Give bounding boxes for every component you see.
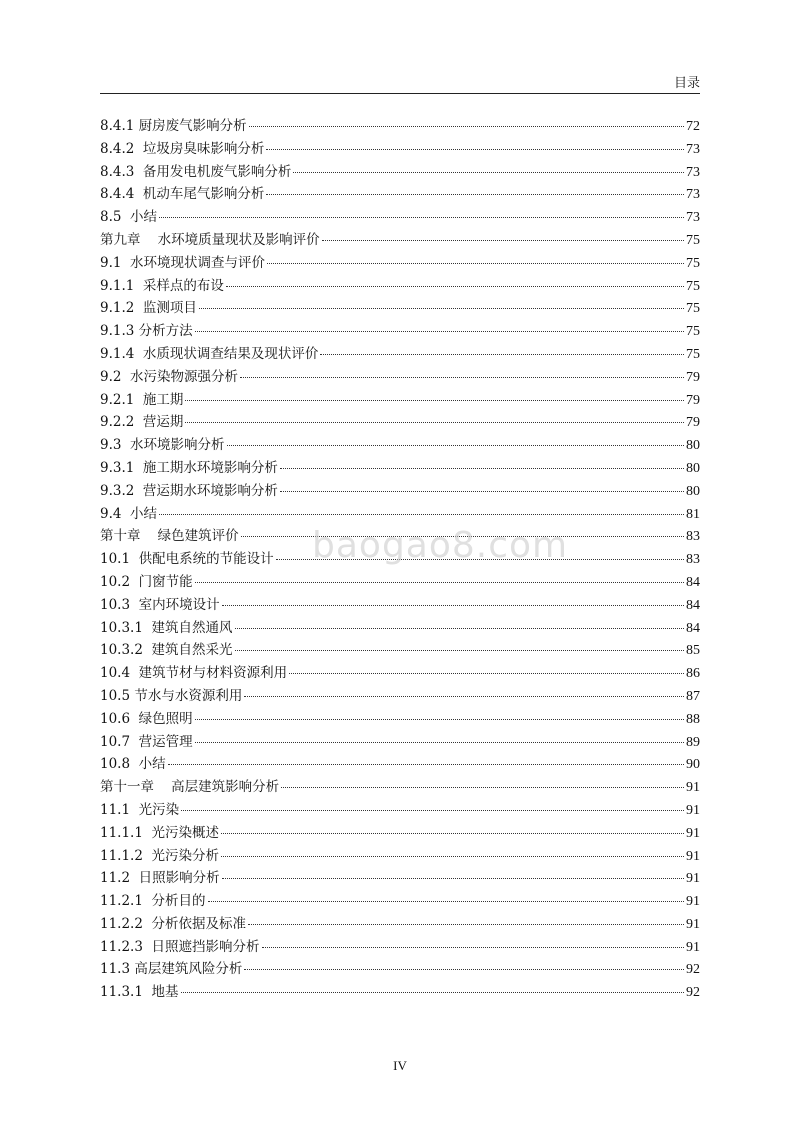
toc-entry[interactable]	[100, 776, 700, 799]
toc-entry[interactable]	[100, 981, 700, 1004]
toc-entry-page: 81	[686, 506, 700, 522]
toc-entry-label: 9.4 小结	[100, 505, 158, 522]
toc-entry[interactable]	[100, 958, 700, 981]
toc-entry[interactable]	[100, 480, 700, 503]
toc-entry-page: 91	[686, 825, 700, 841]
toc-dot-leader	[280, 468, 684, 469]
toc-entry-label: 9.1.3 分析方法	[100, 323, 193, 340]
toc-entry-label: 9.2.1 施工期	[100, 391, 184, 408]
toc-entry-label: 10.7 营运管理	[100, 733, 193, 750]
toc-entry-page: 80	[686, 438, 700, 454]
toc-entry-label: 8.4.3 备用发电机废气影响分析	[100, 163, 292, 180]
toc-entry[interactable]	[100, 503, 700, 526]
toc-entry-page: 79	[686, 415, 700, 431]
header-title: 目录	[673, 76, 700, 91]
toc-entry-label: 11.2.2 分析依据及标准	[100, 915, 247, 932]
toc-entry-page: 72	[686, 119, 700, 134]
toc-dot-leader	[266, 194, 684, 195]
toc-dot-leader	[222, 605, 684, 606]
toc-entry[interactable]	[100, 434, 700, 457]
toc-entry-page: 75	[686, 278, 700, 294]
toc-entry-label: 10.3.2 建筑自然采光	[100, 642, 233, 659]
toc-entry[interactable]	[100, 457, 700, 480]
toc-entry-label: 第十章 绿色建筑评价	[100, 528, 239, 545]
toc-entry[interactable]	[100, 845, 700, 868]
toc-dot-leader	[280, 491, 684, 492]
toc-entry-page: 91	[686, 802, 700, 818]
toc-entry[interactable]	[100, 252, 700, 275]
toc-entry-label: 第十一章 高层建筑影响分析	[100, 779, 280, 796]
toc-entry-label: 9.3.2 营运期水环境影响分析	[100, 482, 278, 499]
header-divider	[100, 93, 700, 94]
toc-entry[interactable]	[100, 297, 700, 320]
toc-dot-leader	[235, 650, 684, 651]
toc-dot-leader	[181, 992, 684, 993]
toc-entry-page: 92	[686, 985, 700, 1001]
toc-entry-page: 85	[686, 643, 700, 659]
toc-dot-leader	[276, 559, 684, 560]
toc-dot-leader	[240, 377, 684, 378]
toc-entry[interactable]	[100, 913, 700, 936]
toc-entry-page: 90	[686, 757, 700, 773]
toc-entry-label: 9.1.4 水质现状调查结果及现状评价	[100, 345, 319, 362]
toc-entry[interactable]	[100, 138, 700, 161]
toc-entry-label: 10.3 室内环境设计	[100, 596, 220, 613]
toc-entry-page: 84	[686, 597, 700, 613]
toc-entry-label: 10.8 小结	[100, 756, 166, 773]
toc-entry-label: 10.2 门窗节能	[100, 573, 193, 590]
page-number: IV	[393, 1058, 407, 1073]
toc-entry-page: 79	[686, 392, 700, 408]
toc-entry-label: 11.1.2 光污染分析	[100, 847, 220, 864]
toc-entry-page: 73	[686, 210, 700, 226]
toc-entry-label: 8.4.4 机动车尾气影响分析	[100, 186, 265, 203]
toc-entry-label: 9.1.1 采样点的布设	[100, 277, 224, 294]
toc-dot-leader	[266, 149, 684, 150]
toc-entry-label: 8.5 小结	[100, 209, 158, 226]
toc-entry-label: 8.4.2 垃圾房臭味影响分析	[100, 140, 265, 157]
toc-dot-leader	[185, 400, 684, 401]
toc-dot-leader	[208, 901, 684, 902]
toc-entry[interactable]	[100, 662, 700, 685]
toc-entry-page: 84	[686, 574, 700, 590]
toc-entry-label: 11.1.1 光污染概述	[100, 824, 220, 841]
toc-dot-leader	[195, 719, 684, 720]
toc-entry[interactable]	[100, 206, 700, 229]
toc-entry[interactable]	[100, 685, 700, 708]
toc-entry-page: 75	[686, 324, 700, 340]
toc-entry-page: 87	[686, 688, 700, 704]
toc-entry-label: 第九章 水环境质量现状及影响评价	[100, 231, 320, 248]
toc-entry-page: 73	[686, 187, 700, 203]
toc-entry-page: 91	[686, 871, 700, 887]
toc-entry[interactable]	[100, 571, 700, 594]
toc-entry[interactable]	[100, 411, 700, 434]
toc-entry-page: 75	[686, 255, 700, 271]
toc-dot-leader	[222, 878, 684, 879]
toc-dot-leader	[181, 810, 684, 811]
toc-entry-label: 11.1 光污染	[100, 801, 180, 818]
toc-entry-page: 73	[686, 164, 700, 180]
toc-entry-label: 10.4 建筑节材与材料资源利用	[100, 665, 288, 682]
toc-dot-leader	[199, 308, 684, 309]
toc-entry[interactable]	[100, 708, 700, 731]
toc-entry[interactable]	[100, 822, 700, 845]
watermark: baogao8.com	[312, 525, 569, 566]
toc-entry-label: 10.6 绿色照明	[100, 710, 193, 727]
toc-entry-page: 91	[686, 848, 700, 864]
toc-entry-page: 88	[686, 711, 700, 727]
toc-dot-leader	[195, 742, 684, 743]
toc-entry-page: 86	[686, 666, 700, 682]
toc-entry[interactable]	[100, 799, 700, 822]
toc-dot-leader	[262, 947, 684, 948]
toc-dot-leader	[235, 628, 684, 629]
toc-entry[interactable]	[100, 183, 700, 206]
toc-entry[interactable]	[100, 525, 700, 548]
toc-entry-page: 83	[686, 529, 700, 545]
toc-entry[interactable]	[100, 161, 700, 184]
toc-entry-label: 11.2.1 分析目的	[100, 893, 206, 910]
toc-dot-leader	[195, 331, 684, 332]
toc-entry-page: 73	[686, 141, 700, 157]
toc-entry[interactable]	[100, 389, 700, 412]
toc-dot-leader	[322, 240, 684, 241]
toc-entry-page: 89	[686, 734, 700, 750]
toc-dot-leader	[249, 126, 684, 127]
toc-entry-label: 10.1 供配电系统的节能设计	[100, 551, 274, 568]
toc-dot-leader	[221, 856, 684, 857]
toc-entry-label: 9.2 水污染物源强分析	[100, 368, 239, 385]
toc-entry-page: 92	[686, 962, 700, 978]
toc-entry-page: 91	[686, 939, 700, 955]
table-of-contents	[100, 115, 700, 1004]
toc-dot-leader	[281, 787, 684, 788]
toc-entry-page: 83	[686, 552, 700, 568]
toc-dot-leader	[221, 833, 684, 834]
toc-entry[interactable]	[100, 890, 700, 913]
toc-dot-leader	[244, 696, 684, 697]
toc-entry-page: 91	[686, 894, 700, 910]
toc-entry[interactable]	[100, 936, 700, 959]
toc-entry-label: 10.5 节水与水资源利用	[100, 687, 243, 704]
toc-dot-leader	[168, 764, 684, 765]
toc-entry-page: 91	[686, 916, 700, 932]
toc-entry[interactable]	[100, 366, 700, 389]
toc-dot-leader	[195, 582, 684, 583]
toc-entry[interactable]	[100, 753, 700, 776]
toc-entry-label: 9.1.2 监测项目	[100, 300, 197, 317]
toc-entry-label: 9.3.1 施工期水环境影响分析	[100, 459, 278, 476]
toc-entry-page: 91	[686, 780, 700, 796]
toc-entry-page: 75	[686, 346, 700, 362]
toc-entry[interactable]	[100, 867, 700, 890]
toc-entry-page: 80	[686, 483, 700, 499]
toc-dot-leader	[226, 286, 684, 287]
toc-entry-page: 75	[686, 232, 700, 248]
toc-entry-label: 11.2.3 日照遮挡影响分析	[100, 938, 260, 955]
toc-dot-leader	[293, 172, 684, 173]
toc-dot-leader	[159, 217, 684, 218]
toc-entry-label: 11.2 日照影响分析	[100, 870, 220, 887]
toc-entry-page: 84	[686, 620, 700, 636]
toc-entry[interactable]	[100, 639, 700, 662]
toc-entry-label: 11.3.1 地基	[100, 984, 179, 1001]
toc-entry[interactable]	[100, 229, 700, 252]
toc-entry[interactable]	[100, 275, 700, 298]
toc-dot-leader	[159, 514, 684, 515]
toc-entry-label: 10.3.1 建筑自然通风	[100, 619, 233, 636]
toc-entry[interactable]	[100, 343, 700, 366]
toc-entry-label: 8.4.1 厨房废气影响分析	[100, 118, 247, 134]
toc-dot-leader	[289, 673, 684, 674]
toc-dot-leader	[248, 924, 684, 925]
toc-entry[interactable]	[100, 548, 700, 571]
toc-entry[interactable]	[100, 617, 700, 640]
toc-dot-leader	[241, 536, 684, 537]
toc-entry-page: 80	[686, 460, 700, 476]
toc-entry-label: 11.3 高层建筑风险分析	[100, 961, 243, 978]
toc-entry-label: 9.1 水环境现状调查与评价	[100, 254, 266, 271]
toc-entry[interactable]	[100, 115, 700, 138]
toc-entry-page: 79	[686, 369, 700, 385]
toc-entry-label: 9.3 水环境影响分析	[100, 437, 225, 454]
toc-entry[interactable]	[100, 320, 700, 343]
toc-dot-leader	[227, 445, 684, 446]
toc-dot-leader	[267, 263, 684, 264]
toc-dot-leader	[244, 969, 684, 970]
toc-entry-label: 9.2.2 营运期	[100, 414, 184, 431]
toc-dot-leader	[320, 354, 684, 355]
toc-dot-leader	[185, 422, 684, 423]
toc-entry-page: 75	[686, 301, 700, 317]
toc-entry[interactable]	[100, 731, 700, 754]
toc-entry[interactable]	[100, 594, 700, 617]
